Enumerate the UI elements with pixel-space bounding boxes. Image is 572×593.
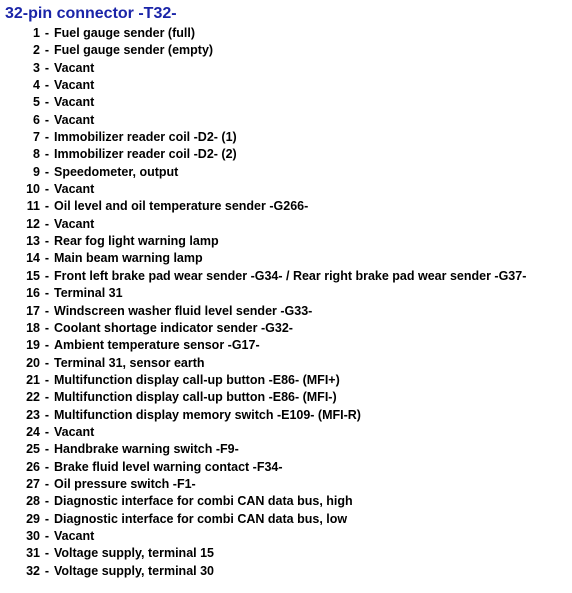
pin-separator: - bbox=[44, 372, 50, 387]
pin-description: Vacant bbox=[54, 60, 95, 75]
pin-description: Brake fluid level warning contact -F34- bbox=[54, 459, 283, 474]
pin-number: 4 bbox=[33, 78, 40, 93]
pin-number: 23 bbox=[26, 407, 40, 422]
pin-description: Terminal 31, sensor earth bbox=[54, 355, 205, 370]
pin-number: 7 bbox=[33, 130, 40, 145]
list-item bbox=[0, 198, 526, 215]
pin-number: 19 bbox=[26, 338, 40, 353]
list-item bbox=[0, 441, 526, 458]
pin-separator: - bbox=[44, 320, 50, 335]
pin-number: 13 bbox=[26, 234, 40, 249]
list-item bbox=[0, 146, 526, 163]
pin-number: 29 bbox=[26, 511, 40, 526]
pin-description: Vacant bbox=[54, 78, 95, 93]
page-title: 32-pin connector -T32- bbox=[5, 5, 177, 22]
pin-number: 25 bbox=[26, 442, 40, 457]
pin-separator: - bbox=[44, 78, 50, 93]
pin-description: Fuel gauge sender (empty) bbox=[54, 43, 214, 58]
pin-separator: - bbox=[44, 95, 50, 110]
pin-description: Voltage supply, terminal 15 bbox=[54, 546, 214, 561]
pin-number: 11 bbox=[26, 199, 40, 214]
list-item bbox=[0, 407, 526, 424]
list-item bbox=[0, 493, 526, 510]
pin-separator: - bbox=[44, 43, 50, 58]
list-item bbox=[0, 355, 526, 372]
pin-description: Coolant shortage indicator sender -G32- bbox=[54, 320, 293, 335]
list-item bbox=[0, 129, 526, 146]
pin-description: Vacant bbox=[54, 95, 95, 110]
pin-description: Voltage supply, terminal 30 bbox=[54, 563, 214, 578]
pin-description: Ambient temperature sensor -G17- bbox=[54, 338, 260, 353]
list-item bbox=[0, 233, 526, 250]
list-item bbox=[0, 250, 526, 267]
pin-number: 18 bbox=[26, 320, 40, 335]
list-item bbox=[0, 476, 526, 493]
pin-separator: - bbox=[44, 476, 50, 491]
list-item bbox=[0, 77, 526, 94]
list-item bbox=[0, 216, 526, 233]
pin-number: 10 bbox=[26, 182, 40, 197]
list-item bbox=[0, 337, 526, 354]
pin-separator: - bbox=[44, 546, 50, 561]
pin-description: Windscreen washer fluid level sender -G33- bbox=[54, 303, 313, 318]
pin-description: Oil pressure switch -F1- bbox=[54, 476, 196, 491]
list-item bbox=[0, 285, 526, 302]
pin-separator: - bbox=[44, 528, 50, 543]
pin-separator: - bbox=[44, 442, 50, 457]
pin-description: Vacant bbox=[54, 182, 95, 197]
list-item bbox=[0, 25, 526, 42]
pin-description: Main beam warning lamp bbox=[54, 251, 203, 266]
list-item bbox=[0, 94, 526, 111]
pin-separator: - bbox=[44, 199, 50, 214]
pin-number: 5 bbox=[33, 95, 40, 110]
pin-separator: - bbox=[44, 407, 50, 422]
pin-description: Vacant bbox=[54, 424, 95, 439]
pin-number: 16 bbox=[26, 286, 40, 301]
pin-separator: - bbox=[44, 182, 50, 197]
pin-description: Multifunction display memory switch -E109- (MFI-R) bbox=[54, 407, 361, 422]
pin-description: Rear fog light warning lamp bbox=[54, 234, 219, 249]
pin-separator: - bbox=[44, 164, 50, 179]
pin-separator: - bbox=[44, 251, 50, 266]
pin-description: Handbrake warning switch -F9- bbox=[54, 442, 239, 457]
pin-number: 26 bbox=[26, 459, 40, 474]
pin-number: 2 bbox=[33, 43, 40, 58]
pin-description: Front left brake pad wear sender -G34- / Rear right brake pad wear sender -G37- bbox=[54, 268, 527, 283]
pin-separator: - bbox=[44, 390, 50, 405]
pin-description: Terminal 31 bbox=[54, 286, 123, 301]
pin-description: Oil level and oil temperature sender -G266- bbox=[54, 199, 309, 214]
list-item bbox=[0, 372, 526, 389]
pin-separator: - bbox=[44, 424, 50, 439]
pin-number: 1 bbox=[33, 26, 40, 40]
pin-description: Vacant bbox=[54, 528, 95, 543]
pin-separator: - bbox=[44, 216, 50, 231]
pin-number: 20 bbox=[26, 355, 40, 370]
pin-list bbox=[0, 25, 526, 580]
pin-separator: - bbox=[44, 268, 50, 283]
pin-separator: - bbox=[44, 338, 50, 353]
pin-description: Fuel gauge sender (full) bbox=[54, 26, 195, 40]
pin-separator: - bbox=[44, 234, 50, 249]
pin-number: 22 bbox=[26, 390, 40, 405]
pin-number: 14 bbox=[26, 251, 40, 266]
pin-separator: - bbox=[44, 563, 50, 578]
pin-description: Multifunction display call-up button -E86- (MFI-) bbox=[54, 390, 337, 405]
list-item bbox=[0, 528, 526, 545]
list-item bbox=[0, 164, 526, 181]
pin-number: 8 bbox=[33, 147, 40, 162]
list-item bbox=[0, 303, 526, 320]
pin-separator: - bbox=[44, 130, 50, 145]
pin-description: Vacant bbox=[54, 112, 95, 127]
pin-number: 30 bbox=[26, 528, 40, 543]
pin-separator: - bbox=[44, 355, 50, 370]
list-item bbox=[0, 112, 526, 129]
pin-number: 24 bbox=[26, 424, 40, 439]
pin-separator: - bbox=[44, 511, 50, 526]
list-item bbox=[0, 389, 526, 406]
list-item bbox=[0, 511, 526, 528]
pin-number: 9 bbox=[33, 164, 40, 179]
pin-separator: - bbox=[44, 26, 50, 40]
pin-number: 6 bbox=[33, 112, 40, 127]
pin-separator: - bbox=[44, 147, 50, 162]
pin-description: Multifunction display call-up button -E86- (MFI+) bbox=[54, 372, 340, 387]
list-item bbox=[0, 459, 526, 476]
list-item bbox=[0, 545, 526, 562]
list-item bbox=[0, 60, 526, 77]
list-item bbox=[0, 42, 526, 59]
list-item bbox=[0, 563, 526, 580]
pin-description: Immobilizer reader coil -D2- (2) bbox=[54, 147, 237, 162]
pin-number: 12 bbox=[26, 216, 40, 231]
pin-description: Diagnostic interface for combi CAN data bus, low bbox=[54, 511, 348, 526]
pin-separator: - bbox=[44, 459, 50, 474]
pin-separator: - bbox=[44, 286, 50, 301]
pin-number: 28 bbox=[26, 494, 40, 509]
pin-description: Immobilizer reader coil -D2- (1) bbox=[54, 130, 237, 145]
pin-description: Diagnostic interface for combi CAN data bus, high bbox=[54, 494, 353, 509]
pin-separator: - bbox=[44, 112, 50, 127]
pin-number: 21 bbox=[26, 372, 40, 387]
pin-description: Vacant bbox=[54, 216, 95, 231]
pin-number: 3 bbox=[33, 60, 40, 75]
pin-number: 15 bbox=[26, 268, 40, 283]
list-item bbox=[0, 320, 526, 337]
pin-number: 31 bbox=[26, 546, 40, 561]
pin-separator: - bbox=[44, 303, 50, 318]
list-item bbox=[0, 424, 526, 441]
pin-number: 17 bbox=[26, 303, 40, 318]
pin-number: 32 bbox=[26, 563, 40, 578]
pin-number: 27 bbox=[26, 476, 40, 491]
pin-separator: - bbox=[44, 60, 50, 75]
list-item bbox=[0, 268, 526, 285]
pin-description: Speedometer, output bbox=[54, 164, 179, 179]
list-item bbox=[0, 181, 526, 198]
pin-separator: - bbox=[44, 494, 50, 509]
